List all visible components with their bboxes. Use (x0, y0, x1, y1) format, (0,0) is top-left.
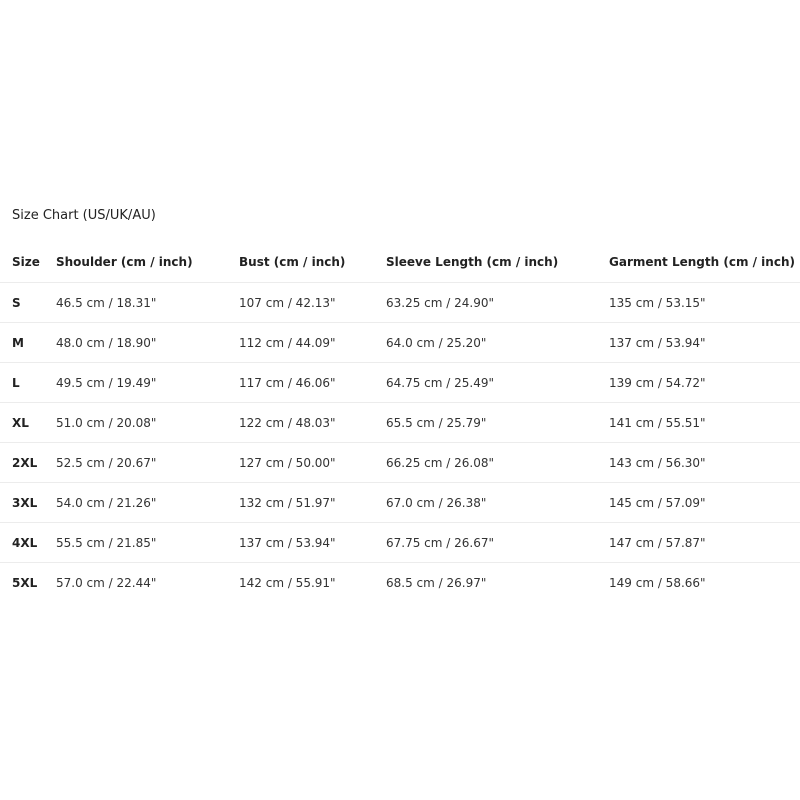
shoulder-cell: 49.5 cm / 19.49" (56, 363, 239, 403)
size-cell: 4XL (0, 523, 56, 563)
size-cell: XL (0, 403, 56, 443)
table-row (0, 443, 800, 483)
table-body (0, 283, 800, 603)
bust-cell: 112 cm / 44.09" (239, 323, 386, 363)
sleeve-length-cell: 66.25 cm / 26.08" (386, 443, 609, 483)
bust-cell: 127 cm / 50.00" (239, 443, 386, 483)
header-garment-length: Garment Length (cm / inch) (609, 255, 795, 269)
garment-length-cell: 143 cm / 56.30" (609, 443, 800, 483)
sleeve-length-cell: 64.0 cm / 25.20" (386, 323, 609, 363)
table-row (0, 323, 800, 363)
size-chart-title: Size Chart (US/UK/AU) (12, 208, 156, 223)
size-cell: L (0, 363, 56, 403)
shoulder-cell: 48.0 cm / 18.90" (56, 323, 239, 363)
bust-cell: 117 cm / 46.06" (239, 363, 386, 403)
bust-cell: 137 cm / 53.94" (239, 523, 386, 563)
shoulder-cell: 46.5 cm / 18.31" (56, 283, 239, 323)
header-row (0, 242, 800, 283)
size-cell: S (0, 283, 56, 323)
sleeve-length-cell: 67.0 cm / 26.38" (386, 483, 609, 523)
shoulder-cell: 51.0 cm / 20.08" (56, 403, 239, 443)
garment-length-cell: 147 cm / 57.87" (609, 523, 800, 563)
garment-length-cell: 137 cm / 53.94" (609, 323, 800, 363)
size-cell: M (0, 323, 56, 363)
size-cell: 5XL (0, 563, 56, 603)
table-row (0, 283, 800, 323)
garment-length-cell: 141 cm / 55.51" (609, 403, 800, 443)
bust-cell: 132 cm / 51.97" (239, 483, 386, 523)
table-row (0, 483, 800, 523)
sleeve-length-cell: 64.75 cm / 25.49" (386, 363, 609, 403)
sleeve-length-cell: 65.5 cm / 25.79" (386, 403, 609, 443)
header-shoulder: Shoulder (cm / inch) (56, 255, 193, 269)
header-bust: Bust (cm / inch) (239, 255, 346, 269)
size-cell: 3XL (0, 483, 56, 523)
header-sleeve-length: Sleeve Length (cm / inch) (386, 255, 559, 269)
table-row (0, 563, 800, 603)
shoulder-cell: 54.0 cm / 21.26" (56, 483, 239, 523)
table-row (0, 363, 800, 403)
shoulder-cell: 52.5 cm / 20.67" (56, 443, 239, 483)
shoulder-cell: 55.5 cm / 21.85" (56, 523, 239, 563)
header-size: Size (12, 255, 40, 269)
table-row (0, 403, 800, 443)
table-row (0, 523, 800, 563)
bust-cell: 122 cm / 48.03" (239, 403, 386, 443)
bust-cell: 107 cm / 42.13" (239, 283, 386, 323)
garment-length-cell: 145 cm / 57.09" (609, 483, 800, 523)
shoulder-cell: 57.0 cm / 22.44" (56, 563, 239, 603)
sleeve-length-cell: 68.5 cm / 26.97" (386, 563, 609, 603)
garment-length-cell: 149 cm / 58.66" (609, 563, 800, 603)
table-header (0, 242, 800, 283)
sleeve-length-cell: 63.25 cm / 24.90" (386, 283, 609, 323)
bust-cell: 142 cm / 55.91" (239, 563, 386, 603)
size-cell: 2XL (0, 443, 56, 483)
size-table (0, 242, 800, 602)
garment-length-cell: 135 cm / 53.15" (609, 283, 800, 323)
sleeve-length-cell: 67.75 cm / 26.67" (386, 523, 609, 563)
garment-length-cell: 139 cm / 54.72" (609, 363, 800, 403)
